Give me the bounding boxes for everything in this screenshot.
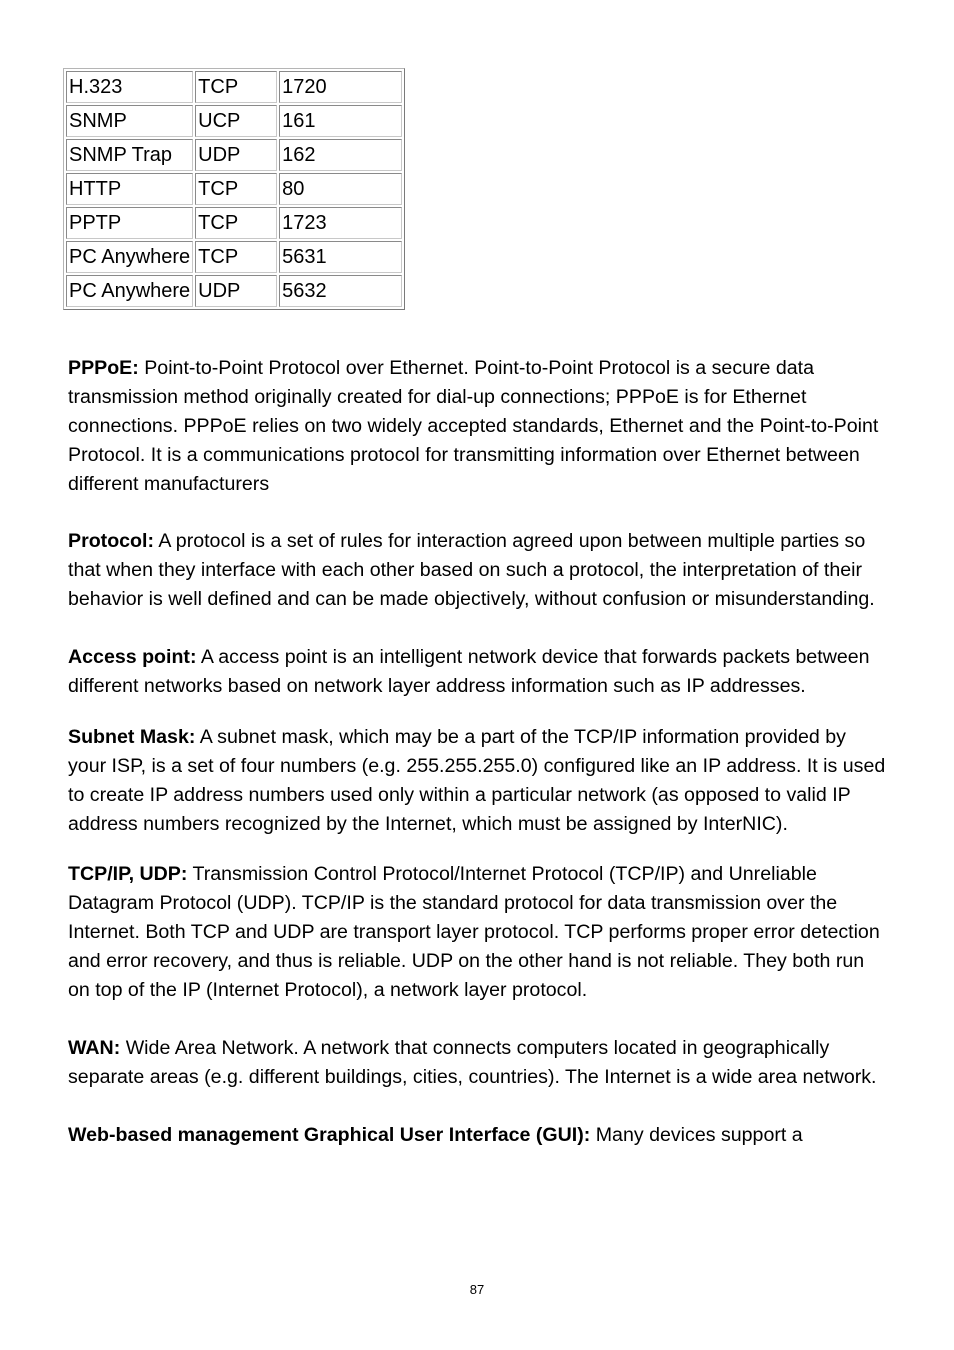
table-cell-protocol: TCP: [195, 207, 277, 239]
table-row: [66, 105, 402, 137]
glossary-entry-access-point: [68, 643, 888, 701]
glossary: [68, 354, 888, 1150]
table-cell-port: 1723: [279, 207, 402, 239]
glossary-entry-tcp-ip-udp: [68, 860, 888, 1005]
table-cell-service: SNMP Trap: [66, 139, 193, 171]
table-cell-service: PC Anywhere: [66, 275, 193, 307]
table-cell-port: 161: [279, 105, 402, 137]
table-cell-service: SNMP: [66, 105, 193, 137]
table-cell-protocol: TCP: [195, 241, 277, 273]
glossary-entry-protocol: [68, 527, 888, 614]
glossary-definition: Wide Area Network. A network that connects computers located in geographically separate areas (e.g. different buildings, cities, countries). The Internet is a wide area network.: [68, 1036, 877, 1088]
table-cell-port: 5632: [279, 275, 402, 307]
table-cell-service: HTTP: [66, 173, 193, 205]
table-cell-protocol: TCP: [195, 173, 277, 205]
table-row: [66, 139, 402, 171]
glossary-term: TCP/IP, UDP:: [68, 863, 188, 886]
table-cell-port: 1720: [279, 71, 402, 103]
glossary-term: Access point:: [68, 646, 197, 669]
table-cell-service: PC Anywhere: [66, 241, 193, 273]
glossary-term: Protocol:: [68, 530, 154, 553]
glossary-definition: Many devices support a: [590, 1123, 803, 1146]
port-table: [63, 68, 405, 310]
table-cell-protocol: UCP: [195, 105, 277, 137]
table-row: [66, 207, 402, 239]
glossary-definition: A protocol is a set of rules for interaction agreed upon between multiple parties so that when they interface with each other based on such a protocol, the interpretation of their behavior is well defined and can be made objectively, without confusion or misunderstanding.: [68, 530, 875, 611]
page-number: 87: [469, 1282, 485, 1297]
glossary-term: PPPoE:: [68, 357, 139, 379]
glossary-entry-subnet-mask: [68, 723, 888, 839]
table-row: [66, 275, 402, 307]
glossary-definition: A access point is an intelligent network device that forwards packets between different networks based on network layer address information such as IP addresses.: [68, 646, 870, 697]
table-cell-port: 5631: [279, 241, 402, 273]
table-row: [66, 71, 402, 103]
glossary-definition: Transmission Control Protocol/Internet Protocol (TCP/IP) and Unreliable Datagram Protocol (UDP). TCP/IP is the standard protocol for data transmission over the Internet. Both TCP and UDP are transport layer protocol. TCP performs proper error detection and error recovery, and thus is reliable. UDP on the other hand is not reliable. They both run on top of the IP (Internet Protocol), a network layer protocol.: [68, 863, 880, 1002]
glossary-definition: Point-to-Point Protocol over Ethernet. Point-to-Point Protocol is a secure data transmission method originally created for dial-up connections; PPPoE is for Ethernet connections. PPPoE relies on two widely accepted standards, Ethernet and the Point-to-Point Protocol. It is a communications protocol for transmitting information over Ethernet between different manufacturers: [68, 357, 879, 495]
glossary-entry-wan: [68, 1034, 888, 1092]
glossary-term: Web-based management Graphical User Interface (GUI):: [68, 1123, 591, 1146]
table-cell-port: 80: [279, 173, 402, 205]
table-row: [66, 241, 402, 273]
glossary-term: WAN:: [68, 1036, 121, 1059]
table-cell-protocol: TCP: [195, 71, 277, 103]
glossary-entry-pppoe: [68, 354, 888, 499]
table-cell-protocol: UDP: [195, 275, 277, 307]
table-cell-service: H.323: [66, 71, 193, 103]
table-row: [66, 173, 402, 205]
glossary-entry-web-gui: [68, 1121, 888, 1150]
table-cell-protocol: UDP: [195, 139, 277, 171]
glossary-definition: A subnet mask, which may be a part of the TCP/IP information provided by your ISP, is a set of four numbers (e.g. 255.255.255.0) configured like an IP address. It is used to create IP address numbers used only within a particular network (as opposed to valid IP address numbers recognized by the Internet, which must be assigned by InterNIC).: [68, 725, 886, 835]
table-cell-service: PPTP: [66, 207, 193, 239]
glossary-term: Subnet Mask:: [68, 725, 196, 748]
table-cell-port: 162: [279, 139, 402, 171]
